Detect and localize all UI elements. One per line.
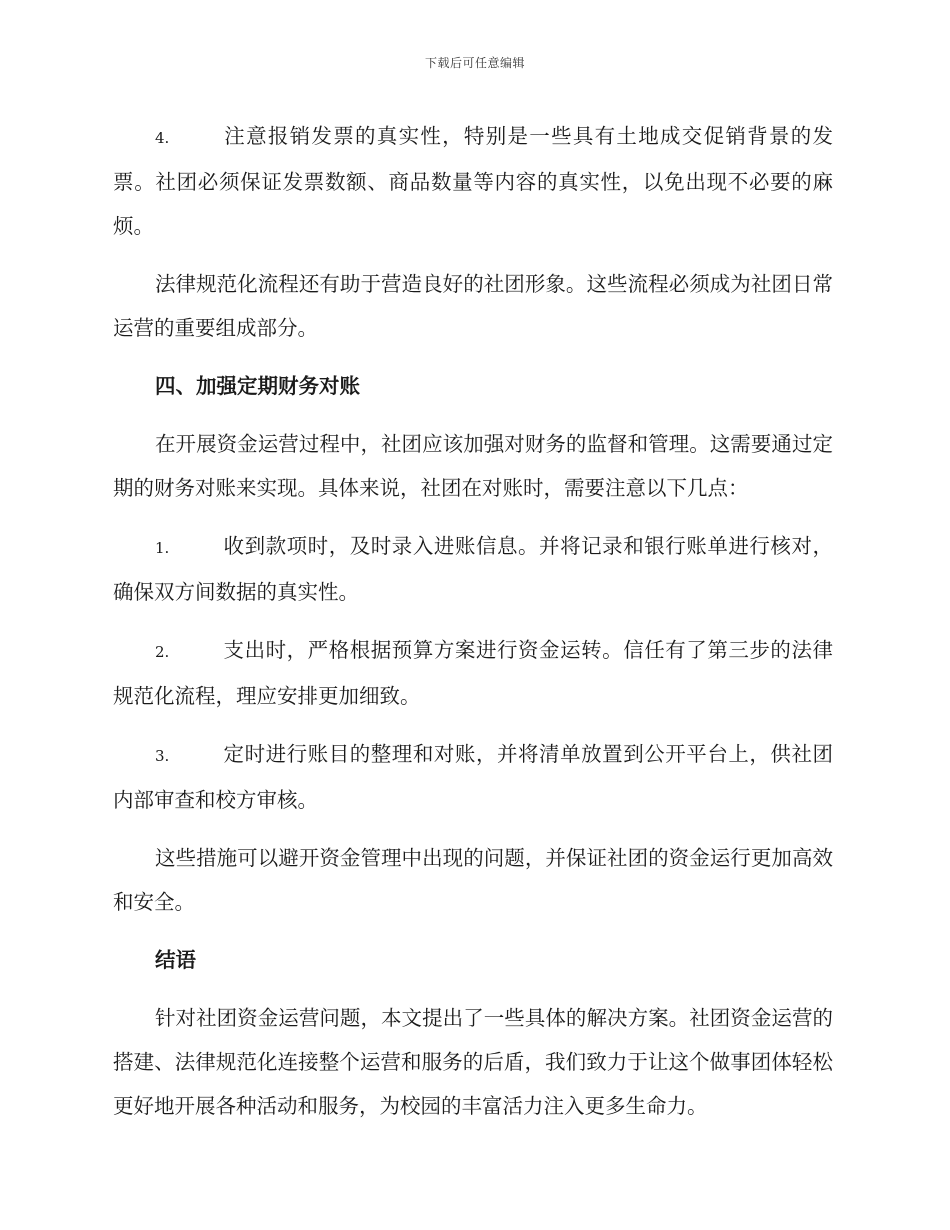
list-item-4	[113, 114, 833, 248]
page-header: 下载后可任意编辑	[424, 56, 525, 70]
list-item-2	[113, 628, 833, 718]
list-item-text: 收到款项时，及时录入进账信息。并将记录和银行账单进行核对，确保双方间数据的真实性。	[113, 534, 833, 604]
list-item-text: 支出时，严格根据预算方案进行资金运转。信任有了第三步的法律规范化流程，理应安排更加细致。	[113, 638, 833, 708]
list-item-1	[113, 524, 833, 614]
list-number: 2.	[155, 643, 170, 661]
document-body	[113, 114, 833, 1142]
list-item-text: 注意报销发票的真实性，特别是一些具有土地成交促销背景的发票。社团必须保证发票数额、商品数量等内容的真实性，以免出现不必要的麻烦。	[113, 124, 833, 238]
section-heading-reconciliation: 四、加强定期财务对账	[155, 374, 360, 398]
paragraph-measures: 这些措施可以避开资金管理中出现的问题，并保证社团的资金运行更加高效和安全。	[113, 846, 833, 914]
paragraph-conclusion: 针对社团资金运营问题，本文提出了一些具体的解决方案。社团资金运营的搭建、法律规范化连接整个运营和服务的后盾，我们致力于让这个做事团体轻松更好地开展各种活动和服务，为校园的丰富活力注入更多生命力。	[113, 1006, 833, 1118]
list-number: 3.	[155, 747, 170, 765]
paragraph-legal-process: 法律规范化流程还有助于营造良好的社团形象。这些流程必须成为社团日常运营的重要组成部分。	[113, 272, 833, 340]
list-number: 4.	[155, 129, 170, 147]
list-item-3	[113, 732, 833, 822]
section-heading-conclusion: 结语	[155, 948, 196, 972]
list-item-text: 定时进行账目的整理和对账，并将清单放置到公开平台上，供社团内部审查和校方审核。	[113, 742, 833, 812]
list-number: 1.	[155, 539, 170, 557]
paragraph-reconciliation-intro: 在开展资金运营过程中，社团应该加强对财务的监督和管理。这需要通过定期的财务对账来实现。具体来说，社团在对账时，需要注意以下几点：	[113, 432, 833, 500]
